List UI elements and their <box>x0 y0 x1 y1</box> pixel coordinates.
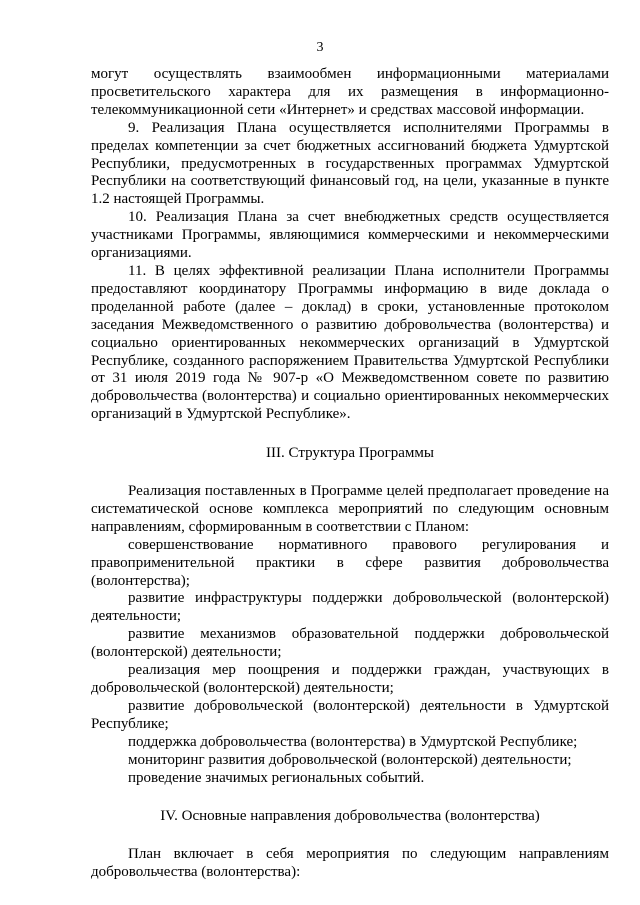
list-item: развитие механизмов образовательной поддержки добровольческой (волонтерской) деятельности; <box>91 626 609 661</box>
paragraph-continuation: могут осуществлять взаимообмен информационными материалами просветительского характера для их размещения в информационно-телекоммуникационной сети «Интернет» и средствах массовой информации. <box>91 66 609 118</box>
list-item: совершенствование нормативного правового регулирования и правоприменительной практики в сфере развития добровольчества (волонтерства); <box>91 536 609 589</box>
list-item: реализация мер поощрения и поддержки граждан, участвующих в добровольческой (волонтерской) деятельности; <box>91 662 609 696</box>
document-body <box>91 66 609 882</box>
list-item: проведение значимых региональных событий. <box>128 769 425 786</box>
list-item: развитие добровольческой (волонтерской) деятельности в Удмуртской Республике; <box>91 697 609 732</box>
paragraph-item-9: 9. Реализация Плана осуществляется исполнителями Программы в пределах компетенции за счет бюджетных ассигнований бюджета Удмуртской Республики, предусмотренных в государственных программах Удмуртской Республики на соответствующий финансовый год, на цели, указанные в пункте 1.2 настоящей Программы. <box>91 119 609 208</box>
section-directions-intro: План включает в себя мероприятия по следующим направлениям добровольчества (волонтерства): <box>91 846 609 881</box>
section-structure-intro: Реализация поставленных в Программе целей предполагает проведение на систематической основе комплекса мероприятий по следующим основным направлениям, сформированным в соответствии с Планом: <box>91 483 609 535</box>
list-item: мониторинг развития добровольческой (волонтерской) деятельности; <box>128 751 572 768</box>
page-number: 3 <box>316 40 324 55</box>
section-heading-directions: IV. Основные направления добровольчества (волонтерства) <box>160 808 540 825</box>
section-heading-structure: III. Структура Программы <box>266 445 434 462</box>
paragraph-item-10: 10. Реализация Плана за счет внебюджетных средств осуществляется участниками Программы, являющимися коммерческими и некоммерческими организациями. <box>91 209 609 262</box>
list-item: развитие инфраструктуры поддержки добровольческой (волонтерской) деятельности; <box>91 590 609 625</box>
paragraph-item-11: 11. В целях эффективной реализации Плана исполнители Программы предоставляют координатору Программы информацию в виде доклада о проделанной работе (далее – доклад) в сроки, установленные протоколом заседания Межведомственного о развитию добровольчества (волонтерства) и социально ориентированных некоммерческих организаций в Удмуртской Республике, созданного распоряжением Правительства Удмуртской Республики от 31 июля 2019 года № 907-р «О Межведомственном совете по развитию добровольчества (волонтерства) и социально ориентированных некоммерческих организаций в Удмуртской Республике». <box>91 262 609 423</box>
list-item: поддержка добровольчества (волонтерства) в Удмуртской Республике; <box>128 733 578 750</box>
